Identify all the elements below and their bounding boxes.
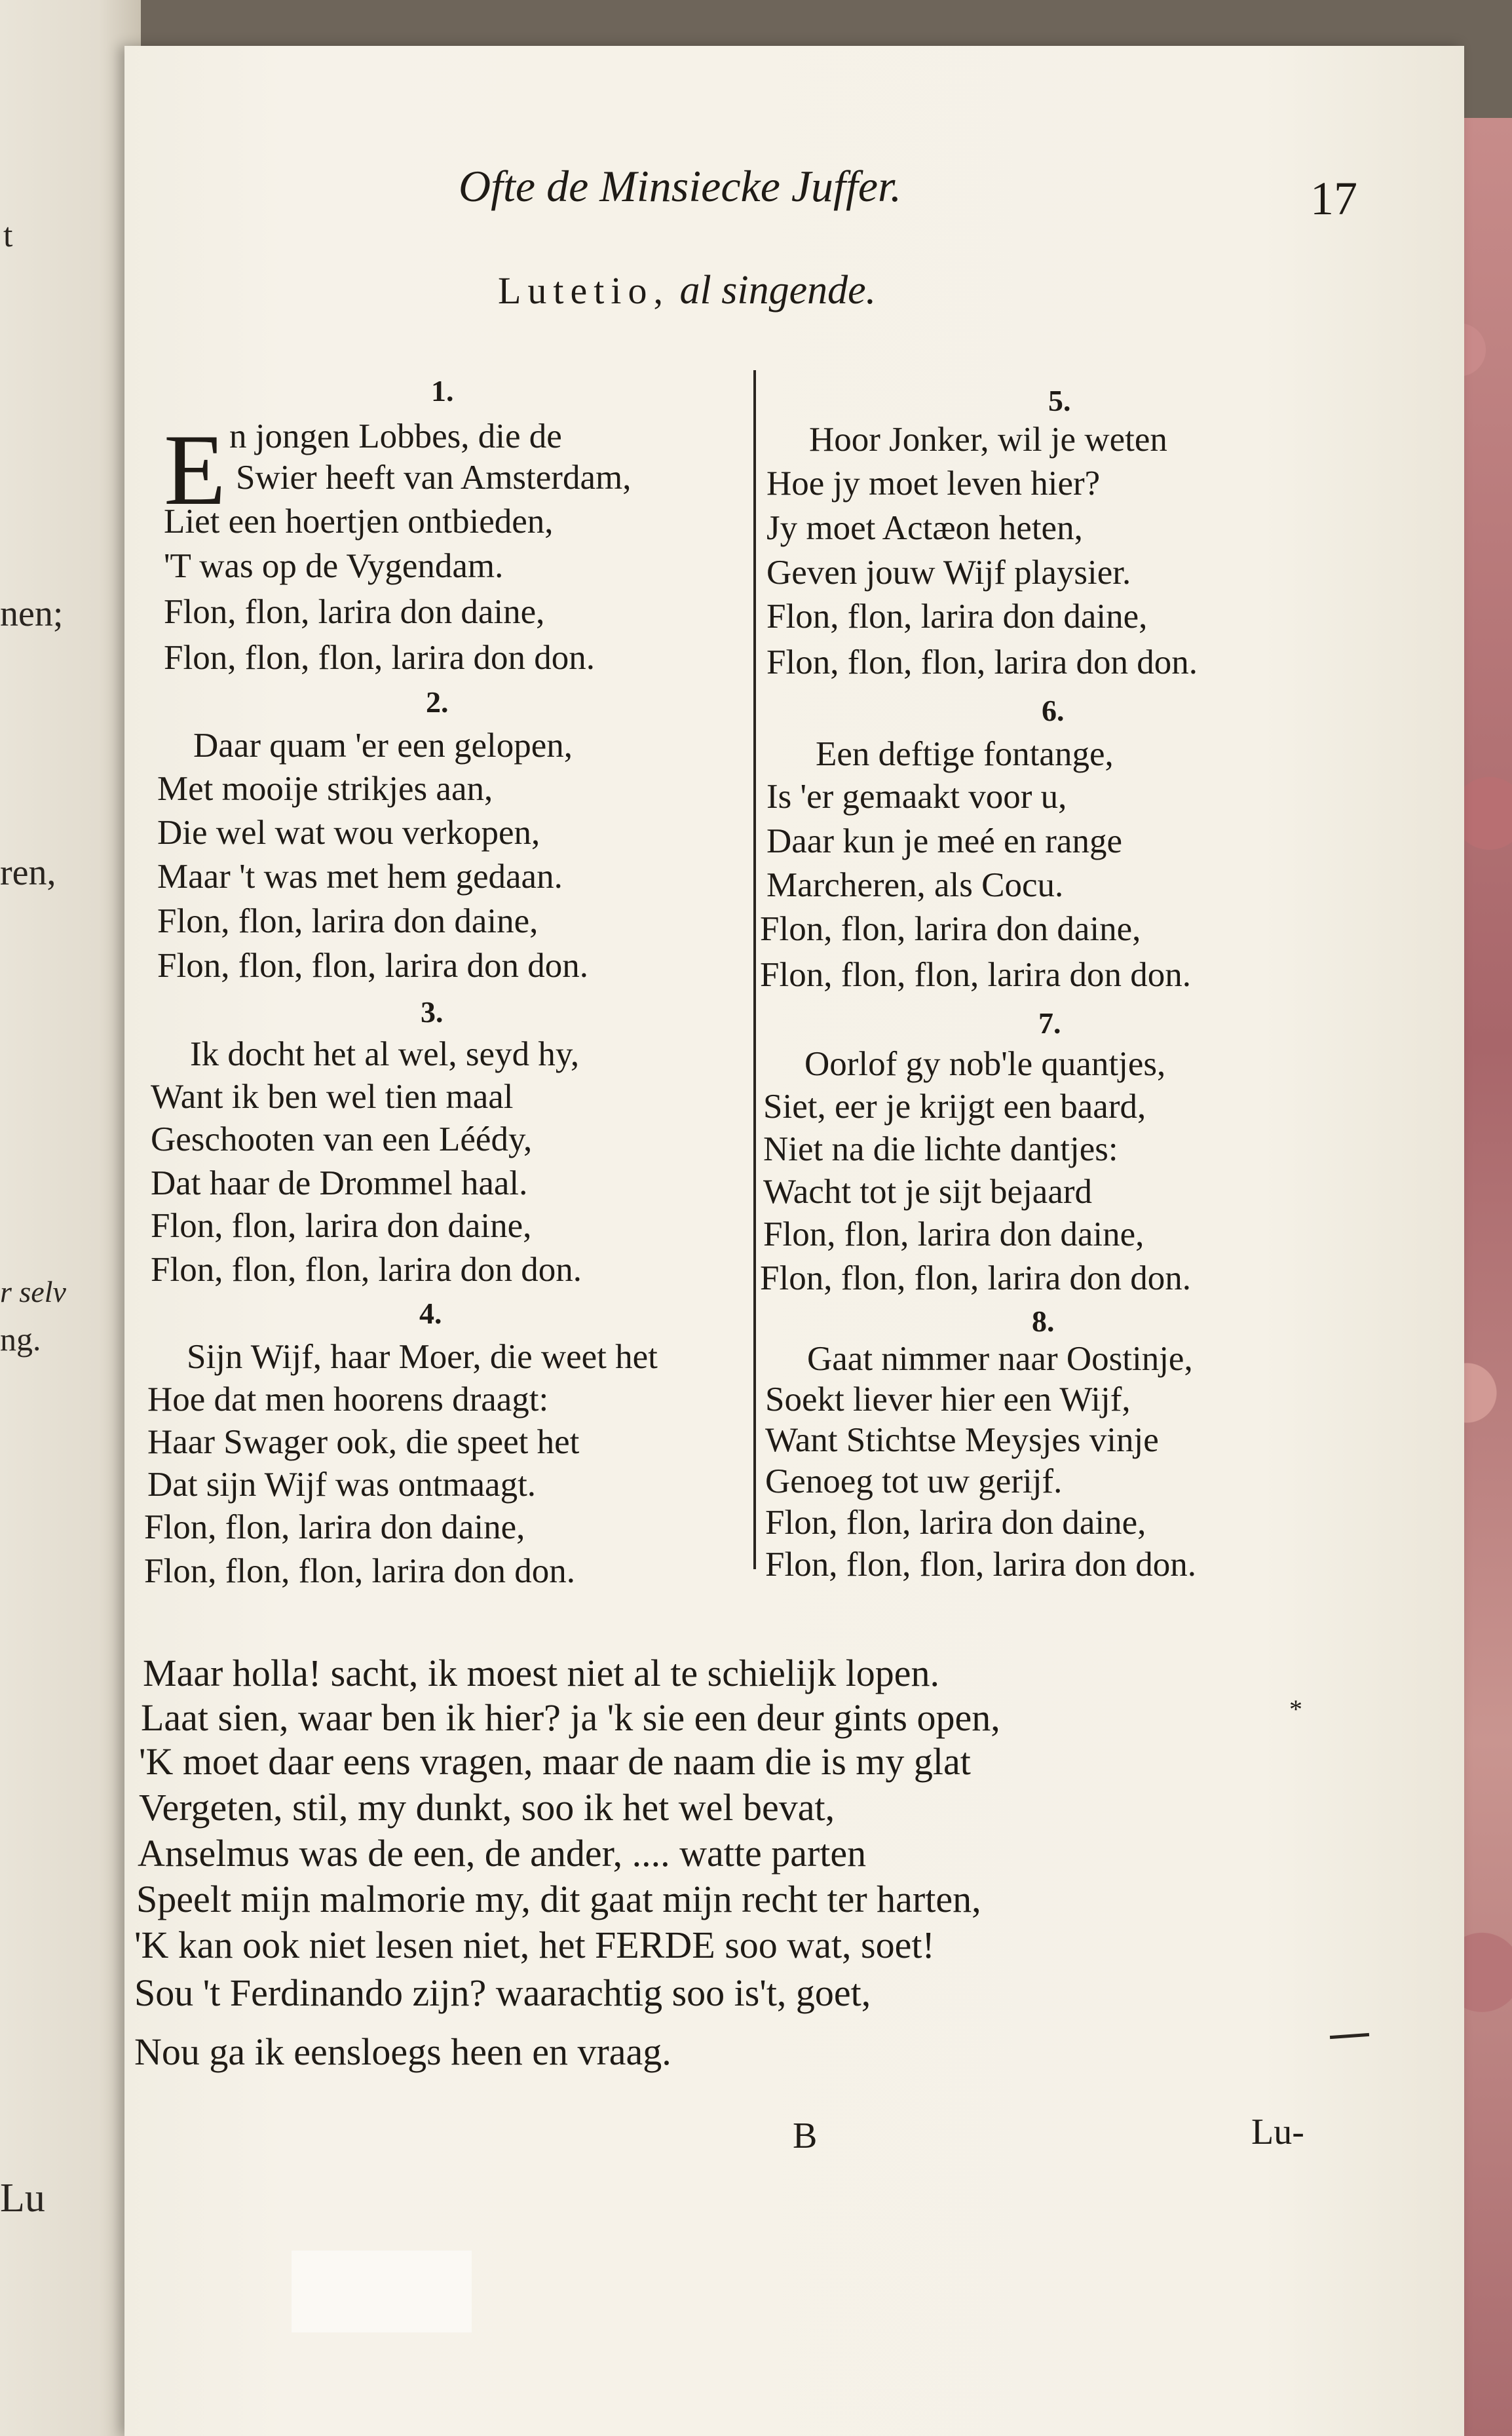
- stanza-number: 2.: [426, 685, 449, 719]
- paper-label: [292, 2251, 472, 2332]
- verse-line: Sijn Wijf, haar Moer, die weet het: [187, 1338, 658, 1376]
- facing-page-text: ng.: [0, 1321, 41, 1358]
- verse-line: Wacht tot je sijt bejaard: [763, 1173, 1092, 1211]
- stanza-number: 5.: [1048, 384, 1071, 417]
- verse-line: Daar quam 'er een gelopen,: [193, 727, 573, 765]
- prose-line: Maar holla! sacht, ik moest niet al te schielijk lopen.: [143, 1652, 940, 1694]
- verse-line: Flon, flon, flon, larira don don.: [151, 1251, 582, 1289]
- verse-line: Jy moet Actæon heten,: [766, 509, 1083, 547]
- verse-line: Want ik ben wel tien maal: [151, 1078, 514, 1116]
- prose-line: Anselmus was de een, de ander, .... watte parten: [138, 1832, 867, 1875]
- verse-line: Flon, flon, larira don daine,: [164, 593, 545, 631]
- stanza-number: 1.: [431, 374, 454, 408]
- verse-line: n jongen Lobbes, die de: [229, 417, 562, 455]
- verse-line: Maar 't was met hem gedaan.: [157, 858, 563, 896]
- verse-line: Hoor Jonker, wil je weten: [809, 421, 1167, 459]
- verse-line: Flon, flon, larira don daine,: [151, 1207, 532, 1245]
- verse-line: Flon, flon, larira don daine,: [760, 910, 1141, 948]
- speaker-heading: [498, 267, 876, 314]
- facing-page-edge: [0, 0, 141, 2436]
- facing-page-text: r selv: [0, 1275, 66, 1308]
- drop-capital: E: [164, 413, 226, 526]
- verse-line: Met mooije strikjes aan,: [157, 770, 493, 808]
- verse-line: Haar Swager ook, die speet het: [147, 1423, 580, 1461]
- verse-line: Hoe dat men hoorens draagt:: [147, 1380, 549, 1418]
- prose-line: Vergeten, stil, my dunkt, soo ik het wel bevat,: [139, 1786, 835, 1829]
- facing-page-text: ren,: [0, 852, 56, 893]
- verse-line: Flon, flon, larira don daine,: [766, 598, 1148, 636]
- facing-page-text: Lu: [0, 2176, 45, 2220]
- verse-line: Flon, flon, larira don daine,: [763, 1215, 1144, 1253]
- prose-line: 'K kan ook niet lesen niet, het FERDE soo wat, soet!: [134, 1924, 935, 1966]
- signature-mark: B: [793, 2116, 818, 2156]
- verse-line: Marcheren, als Cocu.: [766, 866, 1064, 904]
- verse-line: Daar kun je meé en range: [766, 822, 1122, 860]
- printer-mark: *: [1289, 1694, 1302, 1724]
- verse-line: Flon, flon, flon, larira don don.: [765, 1546, 1196, 1584]
- verse-line: Siet, eer je krijgt een baard,: [763, 1088, 1146, 1126]
- verse-line: Want Stichtse Meysjes vinje: [765, 1421, 1159, 1459]
- verse-line: Soekt liever hier een Wijf,: [765, 1380, 1131, 1418]
- verse-line: Geschooten van een Léédy,: [151, 1120, 533, 1158]
- prose-line: Nou ga ik eensloegs heen en vraag.: [134, 2030, 671, 2073]
- verse-line: Flon, flon, larira don daine,: [157, 902, 539, 940]
- prose-line: 'K moet daar eens vragen, maar de naam die is my glat: [139, 1740, 971, 1783]
- verse-line: Flon, flon, larira don daine,: [765, 1504, 1146, 1542]
- page-number: 17: [1310, 172, 1357, 225]
- verse-line: Flon, flon, flon, larira don don.: [157, 947, 588, 985]
- verse-line: Hoe jy moet leven hier?: [766, 465, 1101, 503]
- prose-line: Laat sien, waar ben ik hier? ja 'k sie een deur gints open,: [141, 1696, 1000, 1739]
- stanza-number: 3.: [421, 995, 444, 1029]
- verse-line: Flon, flon, flon, larira don don.: [766, 643, 1198, 681]
- verse-line: Flon, flon, flon, larira don don.: [760, 1259, 1191, 1297]
- stanza-number: 4.: [419, 1297, 442, 1330]
- column-divider: [753, 370, 756, 1569]
- prose-line: Speelt mijn malmorie my, dit gaat mijn recht ter harten,: [136, 1878, 981, 1920]
- verse-line: Is 'er gemaakt voor u,: [766, 778, 1067, 816]
- verse-line: Die wel wat wou verkopen,: [157, 814, 540, 852]
- verse-line: Niet na die lichte dantjes:: [763, 1130, 1118, 1168]
- speaker-name: Lutetio,: [498, 269, 670, 312]
- verse-line: Een deftige fontange,: [816, 735, 1114, 773]
- verse-line: Ik docht het al wel, seyd hy,: [190, 1035, 580, 1073]
- stanza-number: 6.: [1042, 694, 1065, 727]
- verse-line: Gaat nimmer naar Oostinje,: [807, 1340, 1193, 1378]
- verse-line: Geven jouw Wijf playsier.: [766, 554, 1131, 592]
- verse-line: Genoeg tot uw gerijf.: [765, 1462, 1063, 1500]
- verse-line: Flon, flon, flon, larira don don.: [144, 1552, 575, 1590]
- verse-line: Dat haar de Drommel haal.: [151, 1164, 528, 1202]
- running-title: Ofte de Minsiecke Juffer.: [459, 161, 901, 211]
- stanza-number: 8.: [1032, 1304, 1055, 1338]
- verse-line: Oorlof gy nob'le quantjes,: [804, 1045, 1166, 1083]
- facing-page-text: t: [3, 217, 13, 254]
- prose-line: Sou 't Ferdinando zijn? waarachtig soo is't, goet,: [134, 1971, 871, 2014]
- facing-page-text: nen;: [0, 594, 64, 634]
- verse-line: Swier heeft van Amsterdam,: [236, 459, 632, 497]
- stanza-number: 7.: [1038, 1006, 1061, 1040]
- verse-line: Flon, flon, flon, larira don don.: [760, 956, 1191, 994]
- verse-line: Flon, flon, flon, larira don don.: [164, 639, 595, 677]
- catchword: Lu-: [1251, 2112, 1304, 2152]
- stage-direction: al singende.: [679, 268, 877, 313]
- verse-line: Flon, flon, larira don daine,: [144, 1508, 525, 1546]
- verse-line: Liet een hoertjen ontbieden,: [164, 503, 554, 541]
- verse-line: Dat sijn Wijf was ontmaagt.: [147, 1466, 537, 1504]
- verse-line: 'T was op de Vygendam.: [164, 547, 504, 585]
